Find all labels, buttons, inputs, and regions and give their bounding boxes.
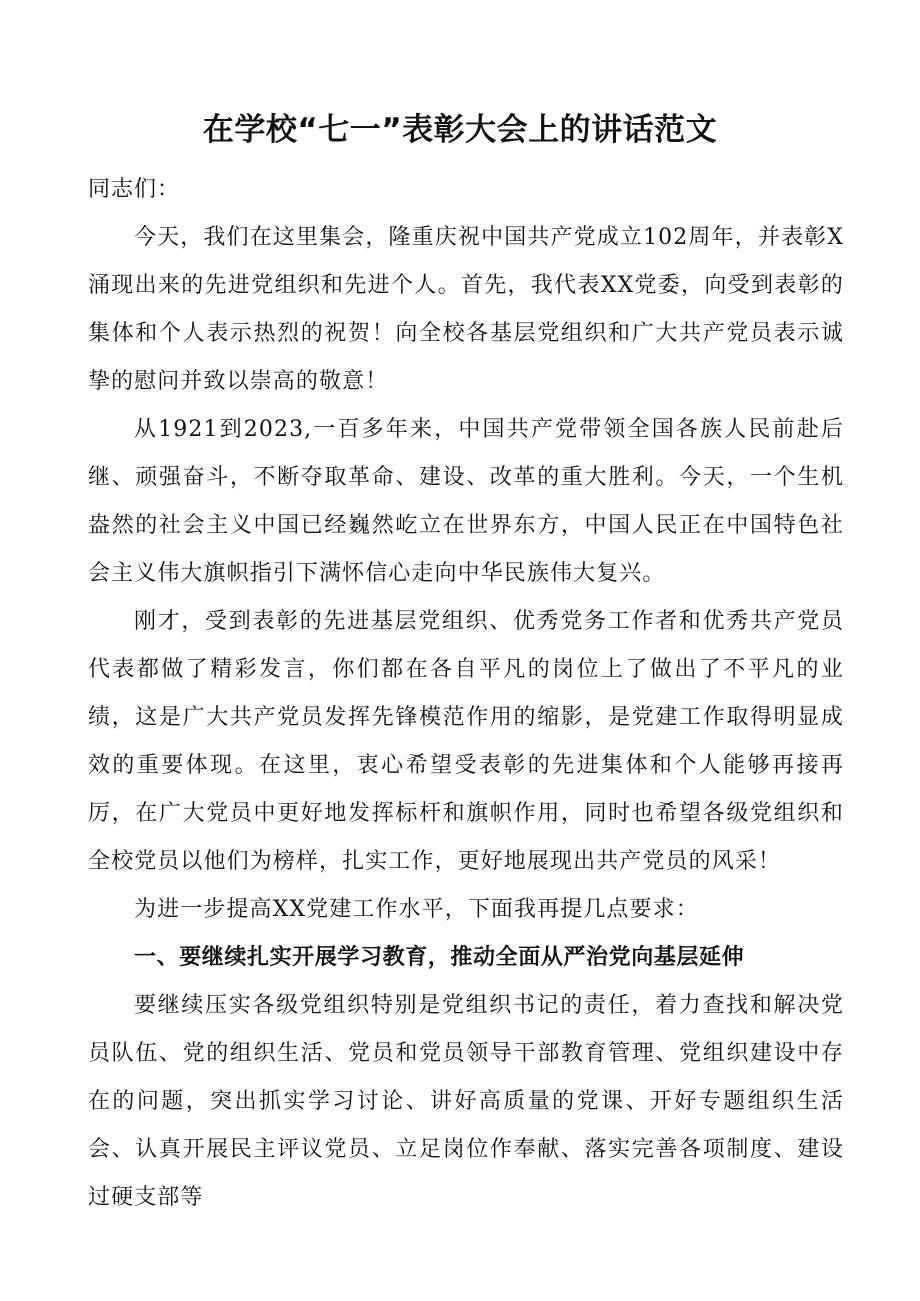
document-body bbox=[88, 166, 844, 1222]
section-one-paragraph: 要继续压实各级党组织特别是党组织书记的责任，着力查找和解决党员队伍、党的组织生活、党员和党员领导干部教育管理、党组织建设中存在的问题，突出抓实学习讨论、讲好高质量的党课、开好专题组织生活会、认真开展民主评议党员、立足岗位作奉献、落实完善各项制度、建设过硬支部等 bbox=[88, 993, 844, 1210]
paragraph-history: 从1921到2023,一百多年来，中国共产党带领全国各族人民前赴后继、顽强奋斗，不断夺取革命、建设、改革的重大胜利。今天，一个生机盎然的社会主义中国已经巍然屹立在世界东方，中国人民正在中国特色社会主义伟大旗帜指引下满怀信心走向中华民族伟大复兴。 bbox=[88, 417, 844, 586]
paragraph-commendation: 刚才，受到表彰的先进基层党组织、优秀党务工作者和优秀共产党员代表都做了精彩发言，你们都在各自平凡的岗位上了做出了不平凡的业绩，这是广大共产党员发挥先锋模范作用的缩影，是党建工作取得明显成效的重要体现。在这里，衷心希望受表彰的先进集体和个人能够再接再厉，在广大党员中更好地发挥标杆和旗帜作用，同时也希望各级党组织和全校党员以他们为榜样，扎实工作，更好地展现出共产党员的风采！ bbox=[88, 609, 844, 874]
document-title: 在学校“七一”表彰大会上的讲话范文 bbox=[202, 112, 718, 148]
paragraph-celebration: 今天，我们在这里集会，隆重庆祝中国共产党成立102周年，并表彰X涌现出来的先进党组织和先进个人。首先，我代表XX党委，向受到表彰的集体和个人表示热烈的祝贺！向全校各基层党组织和广大共产党员表示诚挚的慰问并致以崇高的敬意！ bbox=[88, 225, 844, 394]
paragraph-requirements-intro: 为进一步提高XX党建工作水平，下面我再提几点要求： bbox=[134, 897, 699, 922]
salutation: 同志们： bbox=[88, 177, 181, 202]
section-heading-one: 一、要继续扎实开展学习教育，推动全面从严治党向基层延伸 bbox=[134, 945, 745, 970]
